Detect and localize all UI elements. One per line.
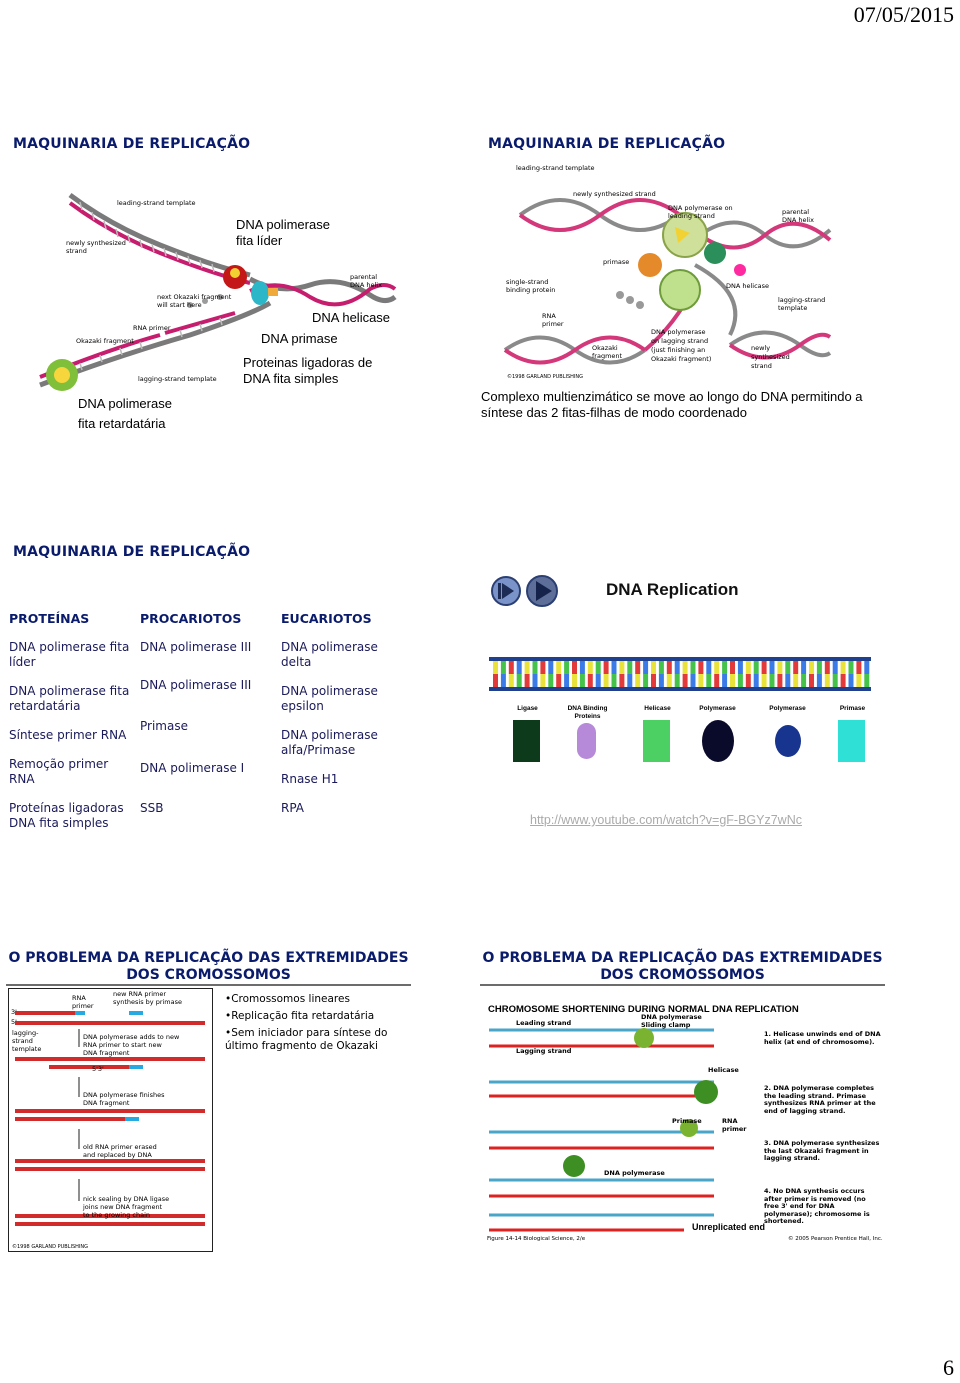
table-cell: Rnase H1	[281, 772, 339, 786]
s5-finishes-2: DNA fragment	[83, 1099, 130, 1107]
table-cell: DNA polimerase epsilon	[281, 684, 378, 713]
label-newly-synth-1: newly synthesized	[66, 239, 126, 247]
page-date: 07/05/2015	[853, 2, 954, 27]
dna-base-pair	[548, 674, 553, 687]
legend-swatch	[838, 720, 865, 762]
legend-label: Polymerase	[699, 705, 736, 712]
s2-label-newly-1: newly	[751, 344, 771, 352]
table-cell: DNA polimerase I	[140, 761, 245, 775]
table-cell: RPA	[281, 801, 305, 815]
dna-base-pair	[770, 674, 775, 687]
table-cell: Síntese primer RNA	[9, 728, 127, 742]
dna-base-pair	[809, 661, 814, 674]
dna-base-pair	[619, 674, 624, 687]
s5-adds-2: RNA primer to start new	[83, 1041, 162, 1049]
dna-base-pair	[691, 674, 696, 687]
dna-base-pair	[572, 674, 577, 687]
animation-title: DNA Replication	[606, 580, 739, 599]
dna-base-pair	[801, 674, 806, 687]
dna-base-pair	[635, 661, 640, 674]
dna-base-pair	[596, 661, 601, 674]
dna-base-pair	[525, 661, 530, 674]
s5-new-primer-2: synthesis by primase	[113, 998, 183, 1006]
dna-base-pair	[509, 661, 514, 674]
dna-base-pair	[659, 674, 664, 687]
dna-base-pair	[604, 661, 609, 674]
dna-base-pair	[746, 674, 751, 687]
s2-label-pol-lagging-3: (just finishing an	[651, 346, 706, 354]
label-next-okazaki-2: will start here	[157, 301, 202, 309]
dna-base-pair	[501, 674, 506, 687]
s2-label-pol-leading-1: DNA polymerase on	[668, 204, 733, 212]
legend-swatch	[702, 720, 734, 762]
slide5-title	[6, 950, 411, 986]
slide6-title	[480, 950, 885, 986]
dna-base-pair	[785, 661, 790, 674]
table-cell: DNA polimerase alfa/Primase	[281, 728, 378, 757]
dna-base-pair	[612, 661, 617, 674]
table-cell: SSB	[140, 801, 164, 815]
dna-base-pair	[849, 661, 854, 674]
s5-erased-2: and replaced by DNA	[83, 1151, 152, 1159]
dna-base-pair	[714, 674, 719, 687]
dna-base-pair	[841, 661, 846, 674]
callout-pol-retard-1: DNA polimerase	[78, 396, 172, 411]
s6-heading: CHROMOSOME SHORTENING DURING NORMAL DNA REPLICATION	[488, 1004, 799, 1015]
s5-adds-3: DNA fragment	[83, 1049, 130, 1057]
legend-label: Polymerase	[769, 705, 806, 712]
dna-base-pair	[706, 674, 711, 687]
dna-base-pair	[525, 674, 530, 687]
legend-label: Ligase	[517, 705, 538, 712]
slide5-title-line2: DOS CROMOSSOMOS	[126, 967, 291, 983]
dna-base-pair	[643, 661, 648, 674]
s5-copyright: ©1998 GARLAND PUBLISHING	[12, 1244, 88, 1250]
dna-base-pair	[801, 661, 806, 674]
s2-caption-2: síntese das 2 fitas-filhas de modo coordenado	[481, 405, 747, 420]
dna-base-pair	[683, 674, 688, 687]
dna-base-pair	[817, 674, 822, 687]
s2-label-parental-2: DNA helix	[782, 216, 814, 224]
s2-label-ssb-2: binding protein	[506, 286, 556, 294]
dna-base-pair	[698, 661, 703, 674]
slide6-title-line2: DOS CROMOSSOMOS	[600, 967, 765, 983]
table-cell: DNA polimerase III	[140, 678, 252, 692]
s6-copyright: © 2005 Pearson Prentice Hall, Inc.	[788, 1236, 883, 1242]
legend-swatch	[513, 720, 540, 762]
s2-copyright: ©1998 GARLAND PUBLISHING	[507, 374, 583, 380]
s6-pol-bottom: DNA polymerase	[604, 1169, 665, 1177]
s5-erased-1: old RNA primer erased	[83, 1143, 157, 1151]
dna-base-pair	[793, 674, 798, 687]
dna-base-pair	[627, 674, 632, 687]
dna-base-pair	[777, 661, 782, 674]
label-okazaki-fragment: Okazaki fragment	[76, 337, 134, 345]
dna-base-pair	[540, 674, 545, 687]
label-rna-primer: RNA primer	[133, 324, 171, 332]
s2-label-rna-primer-2: primer	[542, 320, 564, 328]
s2-label-okazaki-2: fragment	[592, 352, 623, 360]
s6-pol-2: Sliding clamp	[641, 1021, 691, 1029]
legend-swatch	[643, 720, 670, 762]
s6-leading: Leading strand	[516, 1019, 572, 1027]
callout-pol-lider-1: DNA polimerase	[236, 217, 330, 232]
legend-swatch	[775, 725, 801, 757]
dna-base-pair	[548, 661, 553, 674]
label-newly-synth-2: strand	[66, 247, 87, 255]
dna-base-pair	[533, 674, 538, 687]
table-cell: DNA polimerase delta	[281, 640, 378, 669]
dna-base-pair	[619, 661, 624, 674]
s5-rna-primer-2: primer	[72, 1002, 94, 1010]
dna-base-pair	[746, 661, 751, 674]
dna-base-pair	[864, 661, 869, 674]
dna-base-pair	[785, 674, 790, 687]
dna-base-pair	[580, 661, 585, 674]
slide5-bullets	[225, 993, 405, 1053]
next-button[interactable]	[524, 575, 562, 607]
dna-base-pair	[770, 661, 775, 674]
s5-lagging-2: strand	[12, 1037, 33, 1045]
dna-base-pair	[533, 661, 538, 674]
dna-base-pair	[604, 674, 609, 687]
page-number: 6	[943, 1355, 954, 1380]
dna-base-pair	[730, 674, 735, 687]
dna-base-pair	[509, 674, 514, 687]
dna-base-pair	[698, 674, 703, 687]
s6-helicase: Helicase	[708, 1066, 739, 1074]
dna-base-pair	[588, 674, 593, 687]
s5-end-label: 3'	[11, 1008, 17, 1016]
label-parental-1: parental	[350, 273, 378, 281]
s2-label-pol-lagging-4: Okazaki fragment)	[651, 355, 712, 363]
legend-label: Helicase	[644, 705, 671, 712]
s2-label-helicase: DNA helicase	[726, 282, 770, 290]
dna-base-pair	[706, 661, 711, 674]
table-cell: DNA polimerase fita líder	[9, 640, 130, 669]
dna-base-pair	[564, 674, 569, 687]
dna-base-pair	[556, 674, 561, 687]
s5-nick-2: joins new DNA fragment	[83, 1203, 163, 1211]
dna-base-pair	[667, 674, 672, 687]
table-header-eucariotos: EUCARIOTOS	[281, 611, 372, 626]
dna-base-pair	[817, 661, 822, 674]
callout-ssb-1: Proteinas ligadoras de	[243, 355, 373, 370]
s2-label-newly-3: strand	[751, 362, 772, 370]
youtube-link[interactable]: http://www.youtube.com/watch?v=gF-BGYz7wNc	[530, 813, 802, 827]
callout-primase: DNA primase	[261, 331, 338, 346]
dna-base-pair	[556, 661, 561, 674]
dna-base-pair	[627, 661, 632, 674]
dna-base-pair	[738, 661, 743, 674]
table-cell: DNA polimerase III	[140, 640, 252, 654]
s2-label-primase: primase	[603, 258, 630, 266]
s2-label-pol-lagging-1: DNA polymerase	[651, 328, 706, 336]
dna-base-pair	[762, 674, 767, 687]
s2-label-rna-primer-1: RNA	[542, 312, 556, 320]
s5-nick-1: nick sealing by DNA ligase	[83, 1195, 170, 1203]
dna-base-pair	[825, 661, 830, 674]
s6-step4: 4. No DNA synthesis occurs after primer is removed (no free 3' end for DNA polymerase); chromosome is shortened.	[764, 1187, 870, 1225]
dna-base-pair	[588, 661, 593, 674]
dna-base-pair	[714, 661, 719, 674]
dna-base-pair	[738, 674, 743, 687]
dna-base-pair	[777, 674, 782, 687]
label-next-okazaki-1: next Okazaki fragment	[157, 293, 232, 301]
s6-figref: Figure 14-14 Biological Science, 2/e	[487, 1236, 586, 1242]
dna-base-pair	[722, 661, 727, 674]
slide2-title: MAQUINARIA DE REPLICAÇÃO	[488, 136, 726, 152]
s2-label-newly-synth: newly synthesized strand	[573, 190, 656, 198]
s5-lagging-1: lagging-	[12, 1029, 39, 1037]
callout-pol-retard-2: fita retardatária	[78, 416, 166, 431]
dna-base-pair	[572, 661, 577, 674]
dna-base-pair	[841, 674, 846, 687]
dna-base-pair	[856, 661, 861, 674]
legend-swatch	[577, 723, 596, 759]
label-lagging-template: lagging-strand template	[138, 375, 217, 383]
dna-base-pair	[612, 674, 617, 687]
dna-base-pair	[722, 674, 727, 687]
s2-label-parental-1: parental	[782, 208, 810, 216]
s6-lagging: Lagging strand	[516, 1047, 572, 1055]
dna-base-pair	[675, 661, 680, 674]
dna-base-pair	[517, 661, 522, 674]
s2-label-lagging-template-2: template	[778, 304, 808, 312]
dna-base-pair	[856, 674, 861, 687]
dna-base-pair	[691, 661, 696, 674]
dna-base-pair	[501, 661, 506, 674]
callout-helicase: DNA helicase	[312, 310, 391, 325]
s6-primase: Primase	[672, 1117, 702, 1125]
dna-base-pair	[564, 661, 569, 674]
dna-ladder-graphic	[489, 654, 871, 694]
dna-base-pair	[762, 661, 767, 674]
animation-legend	[500, 705, 870, 800]
slide6-title-line1: O PROBLEMA DA REPLICAÇÃO DAS EXTREMIDADES	[482, 950, 883, 966]
table-cell: Remoção primer RNA	[9, 757, 109, 786]
s5-nick-3: to the growing chain	[83, 1211, 150, 1219]
callout-pol-lider-2: fita líder	[236, 233, 283, 248]
forward-icon	[524, 575, 562, 607]
s2-label-pol-leading-2: leading strand	[668, 212, 715, 220]
dna-base-pair	[833, 674, 838, 687]
dna-base-pair	[517, 674, 522, 687]
dna-base-pair	[754, 674, 759, 687]
s6-step2: 2. DNA polymerase completes the leading strand. Primase synthesizes RNA primer at the end of lagging strand.	[764, 1084, 876, 1115]
s6-rna-1: RNA	[722, 1117, 738, 1125]
table-cell: Primase	[140, 719, 188, 733]
dna-base-pair	[659, 661, 664, 674]
s5-adds-1: DNA polymerase adds to new	[83, 1033, 180, 1041]
s5-rna-primer-1: RNA	[72, 994, 86, 1002]
s6-step1: 1. Helicase unwinds end of DNA helix (at end of chromosome).	[764, 1030, 881, 1046]
s5-lagging-3: template	[12, 1045, 42, 1053]
table-header-proteinas: PROTEÍNAS	[9, 611, 90, 626]
s5-new-primer-1: new RNA primer	[113, 990, 166, 998]
dna-base-pair	[580, 674, 585, 687]
slide1-title: MAQUINARIA DE REPLICAÇÃO	[13, 136, 251, 152]
s2-label-okazaki-1: Okazaki	[592, 344, 618, 352]
s2-label-ssb-1: single-strand	[506, 278, 549, 286]
dna-base-pair	[635, 674, 640, 687]
callout-ssb-2: DNA fita simples	[243, 371, 339, 386]
s2-caption-1: Complexo multienzimático se move ao longo do DNA permitindo a	[481, 389, 863, 404]
s6-rna-2: primer	[722, 1125, 747, 1133]
s6-unreplicated: Unreplicated end	[692, 1222, 766, 1232]
legend-label: Primase	[839, 705, 866, 712]
label-parental-2: DNA helix	[350, 281, 382, 289]
dna-base-pair	[849, 674, 854, 687]
slide5-title-line1: O PROBLEMA DA REPLICAÇÃO DAS EXTREMIDADES	[8, 950, 409, 966]
s5-end-label: 5'	[11, 1018, 17, 1026]
dna-base-pair	[809, 674, 814, 687]
slide3-title: MAQUINARIA DE REPLICAÇÃO	[13, 544, 251, 560]
s2-label-leading-template: leading-strand template	[516, 164, 595, 172]
s2-label-pol-lagging-2: on lagging strand	[651, 337, 709, 345]
dna-base-pair	[864, 674, 869, 687]
bullet-item: •Cromossomos lineares	[225, 993, 350, 1005]
s5-end-label: 5'3'	[92, 1065, 104, 1073]
dna-base-pair	[825, 674, 830, 687]
dna-base-pair	[675, 674, 680, 687]
s2-label-lagging-template-1: lagging-strand	[778, 296, 826, 304]
dna-base-pair	[683, 661, 688, 674]
dna-base-pair	[493, 661, 498, 674]
s5-finishes-1: DNA polymerase finishes	[83, 1091, 165, 1099]
bullet-item: •Replicação fita retardatária	[225, 1010, 375, 1022]
dna-base-pair	[667, 661, 672, 674]
table-cell: Proteínas ligadoras DNA fita simples	[9, 801, 124, 830]
label-leading-template: leading-strand template	[117, 199, 196, 207]
bullet-item: •Sem iniciador para síntese do último fragmento de Okazaki	[225, 1027, 388, 1052]
dna-base-pair	[596, 674, 601, 687]
s2-label-newly-2: synthesized	[751, 353, 790, 361]
dna-base-pair	[793, 661, 798, 674]
dna-base-pair	[643, 674, 648, 687]
s6-step3: 3. DNA polymerase synthesizes the last Okazaki fragment in lagging strand.	[764, 1139, 880, 1162]
dna-base-pair	[730, 661, 735, 674]
s6-pol-1: DNA polymerase	[641, 1013, 702, 1021]
dna-base-pair	[493, 674, 498, 687]
legend-label: DNA Binding Proteins	[567, 705, 608, 720]
dna-base-pair	[833, 661, 838, 674]
dna-base-pair	[651, 661, 656, 674]
table-header-procariotos: PROCARIOTOS	[140, 611, 242, 626]
dna-base-pair	[754, 661, 759, 674]
dna-base-pair	[540, 661, 545, 674]
table-cell: DNA polimerase fita retardatária	[9, 684, 130, 713]
dna-base-pair	[651, 674, 656, 687]
